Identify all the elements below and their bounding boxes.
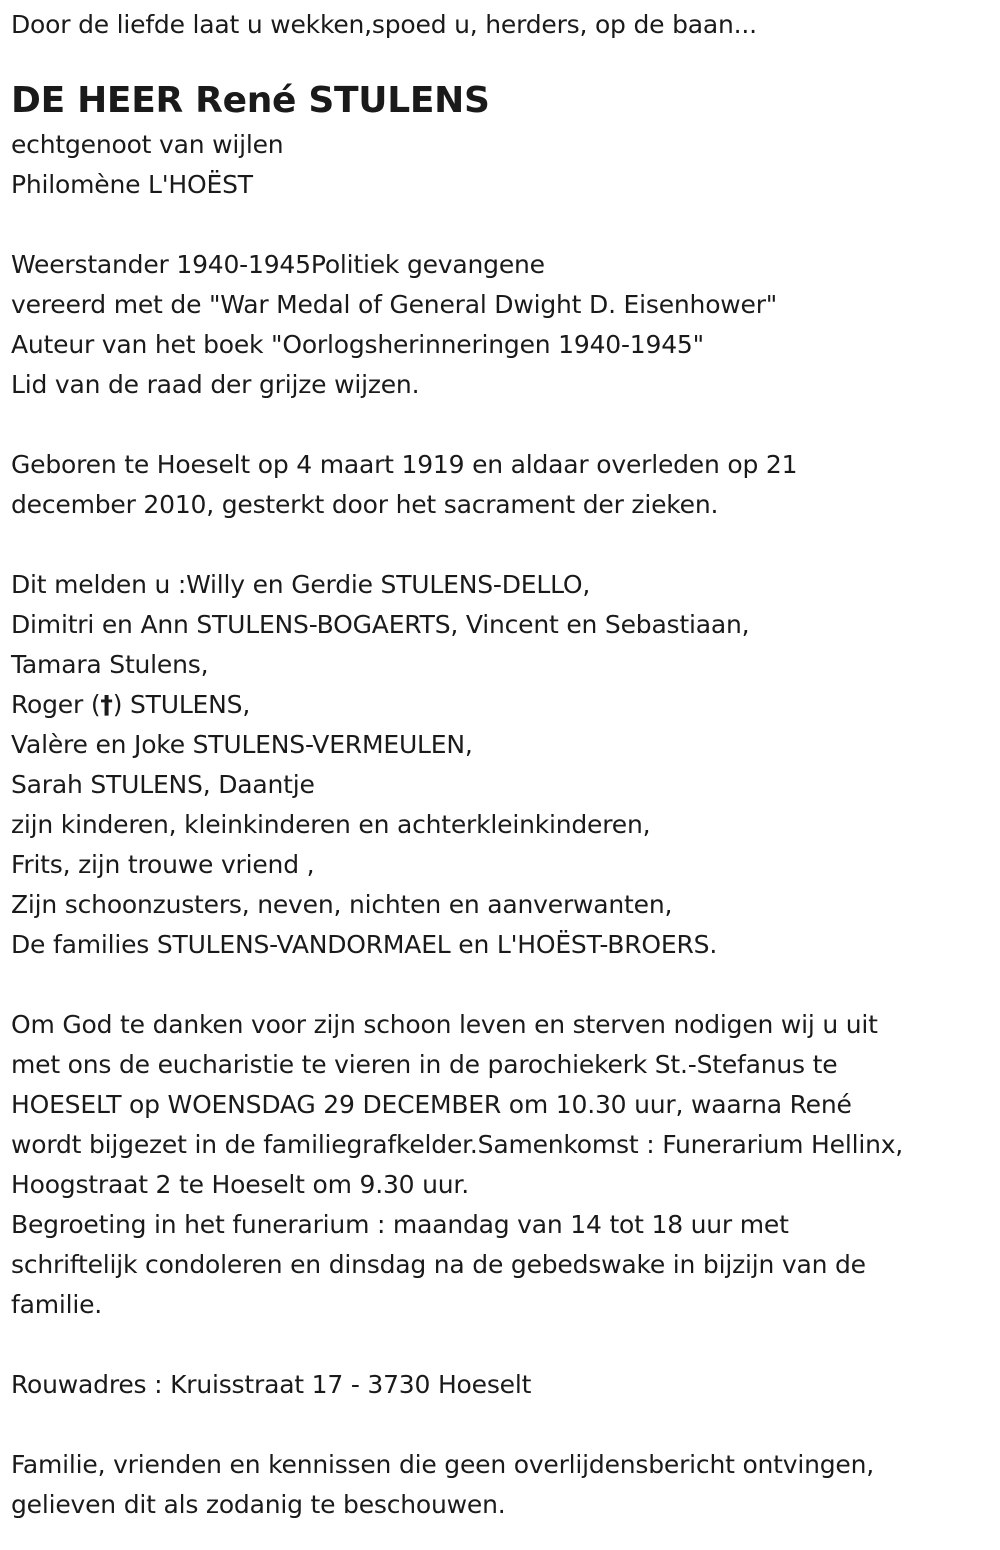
spacer (11, 525, 991, 565)
spacer (11, 205, 991, 245)
merits-line: Lid van de raad der grijze wijzen. (11, 370, 420, 399)
cross-icon: † (100, 690, 113, 719)
spacer (11, 1325, 991, 1365)
spacer (11, 965, 991, 1005)
family-section (11, 565, 991, 965)
family-line: Valère en Joke STULENS-VERMEULEN, (11, 730, 473, 759)
merits-line: Auteur van het boek "Oorlogsherinneringen 1940-1945" (11, 330, 704, 359)
roger-name-start: Roger ( (11, 690, 101, 719)
family-line: Tamara Stulens, (11, 650, 209, 679)
family-line: Dit melden u :Willy en Gerdie STULENS-DELLO, (11, 570, 591, 599)
merits-line: vereerd met de "War Medal of General Dwight D. Eisenhower" (11, 290, 778, 319)
service-line: Hoogstraat 2 te Hoeselt om 9.30 uur. (11, 1170, 469, 1199)
family-line: Frits, zijn trouwe vriend , (11, 850, 315, 879)
closing-line: gelieven dit als zodanig te beschouwen. (11, 1490, 506, 1519)
service-line: HOESELT op WOENSDAG 29 DECEMBER om 10.30 uur, waarna René (11, 1090, 852, 1119)
service-line: Begroeting in het funerarium : maandag van 14 tot 18 uur met (11, 1210, 789, 1239)
family-line: Dimitri en Ann STULENS-BOGAERTS, Vincent en Sebastiaan, (11, 610, 750, 639)
service-line: Om God te danken voor zijn schoon leven en sterven nodigen wij u uit (11, 1010, 878, 1039)
family-line: Zijn schoonzusters, neven, nichten en aanverwanten, (11, 890, 673, 919)
spouse-line: echtgenoot van wijlen (11, 130, 284, 159)
birth-death-line: Geboren te Hoeselt op 4 maart 1919 en aldaar overleden op 21 (11, 450, 798, 479)
family-line: Sarah STULENS, Daantje (11, 770, 315, 799)
roger-name-end: ) STULENS, (112, 690, 251, 719)
service-line: familie. (11, 1290, 103, 1319)
spacer (11, 405, 991, 445)
closing-section (11, 1445, 991, 1525)
family-line-roger (11, 685, 991, 725)
deceased-name: DE HEER René STULENS (11, 80, 490, 121)
family-line: De families STULENS-VANDORMAEL en L'HOËST-BROERS. (11, 930, 718, 959)
merits-section (11, 245, 991, 405)
mourning-address: Rouwadres : Kruisstraat 17 - 3730 Hoeselt (11, 1370, 532, 1399)
spacer (11, 1405, 991, 1445)
birth-death-line: december 2010, gesterkt door het sacrament der zieken. (11, 490, 719, 519)
motto: Door de liefde laat u wekken,spoed u, herders, op de baan... (11, 10, 757, 39)
obituary-notice (11, 0, 991, 1525)
service-line: wordt bijgezet in de familiegrafkelder.Samenkomst : Funerarium Hellinx, (11, 1130, 904, 1159)
family-line: zijn kinderen, kleinkinderen en achterkleinkinderen, (11, 810, 651, 839)
birth-death-section (11, 445, 991, 525)
spouse-section (11, 125, 991, 205)
spouse-line: Philomène L'HOËST (11, 170, 253, 199)
service-line: schriftelijk condoleren en dinsdag na de gebedswake in bijzijn van de (11, 1250, 866, 1279)
service-line: met ons de eucharistie te vieren in de parochiekerk St.-Stefanus te (11, 1050, 838, 1079)
closing-line: Familie, vrienden en kennissen die geen overlijdensbericht ontvingen, (11, 1450, 875, 1479)
merits-line: Weerstander 1940-1945Politiek gevangene (11, 250, 545, 279)
service-section (11, 1005, 991, 1325)
